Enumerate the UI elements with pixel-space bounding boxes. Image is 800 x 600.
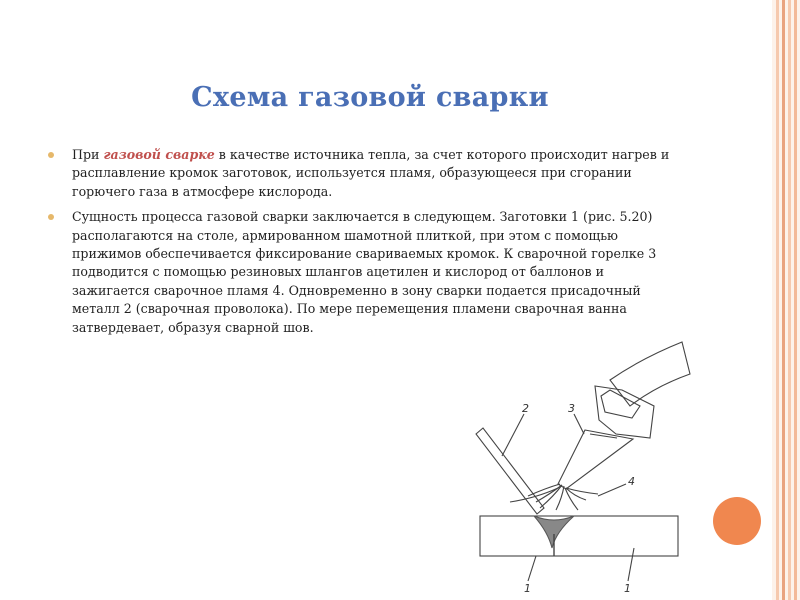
bullet-dot-icon <box>48 214 54 220</box>
bullet-dot-icon <box>48 152 54 158</box>
label-3: 3 <box>568 402 575 415</box>
workpiece-plate <box>480 516 678 556</box>
gas-welding-diagram <box>470 338 700 600</box>
label-1-left-leader <box>528 556 536 581</box>
bullet-text-pre: При <box>72 147 104 162</box>
decorative-stripe <box>776 0 779 600</box>
label-2: 2 <box>522 402 529 415</box>
label-4-leader <box>598 484 626 496</box>
flame-line <box>556 486 564 510</box>
bullet-text: Сущность процесса газовой сварки заключается в следующем. Заготовки 1 (рис. 5.20) располагаются на столе, армированном шамотной плиткой, при этом с помощью прижимов обеспечивается фиксирование свариваемых кромок. К сварочной горелке 3 подводится с помощью резиновых шлангов ацетилен и кислород от баллонов и зажигается сварочное пламя 4. Одновременно в зону сварки подается присадочный металл 2 (сварочная проволока). По мере перемещения пламени сварочная ванна затвердевает, образуя сварной шов. <box>72 209 657 335</box>
label-3-leader <box>574 414 584 434</box>
decorative-stripe <box>788 0 791 600</box>
label-2-leader <box>502 414 524 456</box>
bullet-item <box>46 208 671 337</box>
label-1-left: 1 <box>524 582 531 595</box>
flame-line <box>566 488 586 500</box>
bullet-list <box>46 146 671 344</box>
flame-line <box>565 488 578 510</box>
label-1-right-leader <box>628 548 634 581</box>
label-1-right: 1 <box>624 582 631 595</box>
label-4: 4 <box>628 475 635 488</box>
flame-line <box>566 488 598 494</box>
bullet-item <box>46 146 671 201</box>
decorative-stripe <box>794 0 797 600</box>
decorative-stripe <box>782 0 785 600</box>
decorative-circle <box>713 497 761 545</box>
bullet-emphasis: газовой сварке <box>103 147 215 162</box>
torch-nozzle-joint <box>590 434 617 438</box>
slide-title: Схема газовой сварки <box>191 82 549 113</box>
bullet-text-post: в качестве источника тепла, за счет которого происходит нагрев и расплавление кромок заготовок, используется пламя, образующееся при сгорании горючего газа в атмосфере кислорода. <box>72 147 670 199</box>
torch-nozzle <box>558 430 633 489</box>
